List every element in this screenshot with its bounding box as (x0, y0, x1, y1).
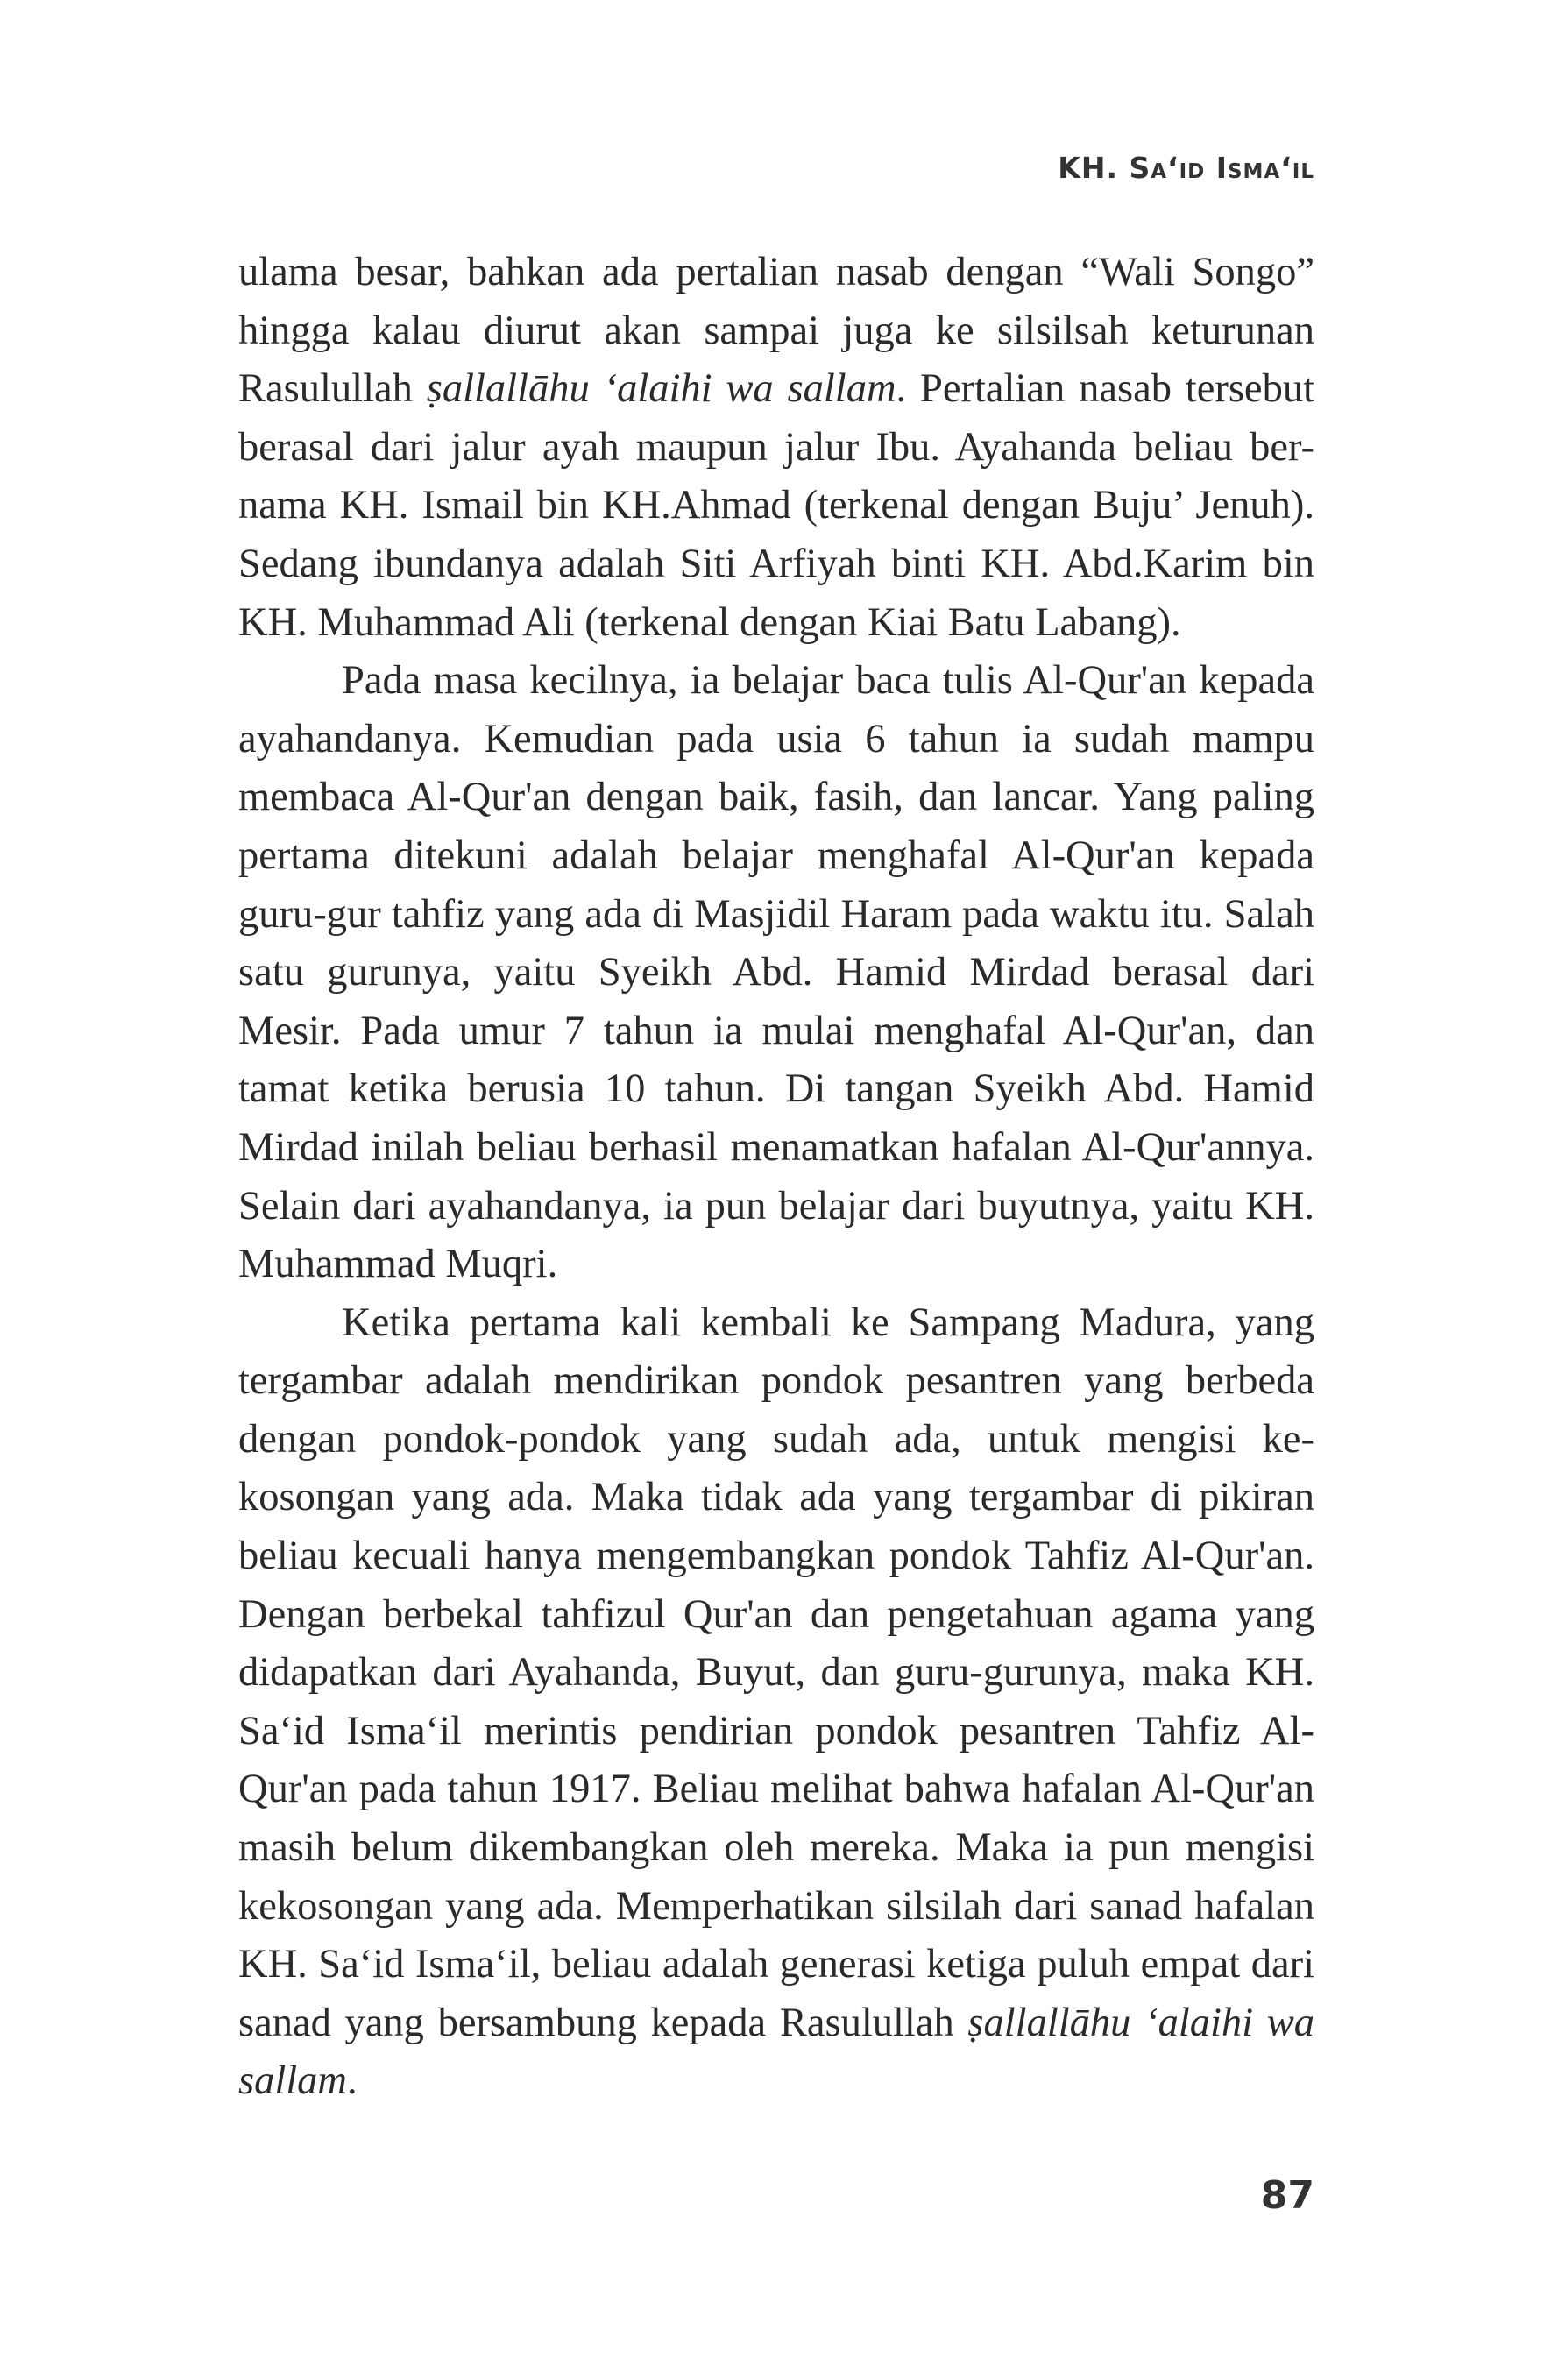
paragraph-3-text-a: Ketika pertama kali kembali ke Sampang Madura, yang tergambar adalah mendirikan pondok pesantren yang berbeda dengan pondok-pondok yang sudah ada, untuk mengisi ke-kosongan yang ada. Maka tidak ada yang tergambar di pikiran beliau kecuali hanya mengembangkan pondok Tahfiz Al-Qur'an. Dengan berbekal tahfizul Qur'an dan pengetahuan agama yang didapatkan dari Ayahanda, Buyut, dan guru-gurunya, maka KH. Sa‘id Isma‘il merintis pendirian pondok pesantren Tahfiz Al-Qur'an pada tahun 1917. Beliau melihat bahwa hafalan Al-Qur'an masih belum dikembangkan oleh mereka. Maka ia pun mengisi kekosongan yang ada. Memperhatikan silsilah dari sanad hafalan KH. Sa‘id Isma‘il, beliau adalah generasi ketiga puluh empat dari sanad yang bersambung kepada Rasulullah (238, 1300, 1314, 2045)
paragraph-1-text-b: . Pertalian nasab tersebut berasal dari jalur ayah maupun jalur Ibu. Ayahanda beliau ber-nama KH. Ismail bin KH.Ahmad (terkenal dengan Buju’ Jenuh). Sedang ibundanya adalah Siti Arfiyah binti KH. Abd.Karim bin KH. Muhammad Ali (terkenal dengan Kiai Batu Labang). (238, 366, 1314, 645)
paragraph-2: Pada masa kecilnya, ia belajar baca tulis Al-Qur'an kepada ayahandanya. Kemudian pada usia 6 tahun ia sudah mampu membaca Al-Qur'an dengan baik, fasih, dan lancar. Yang paling pertama ditekuni adalah belajar menghafal Al-Qur'an kepada guru-gur tahfiz yang ada di Masjidil Haram pada waktu itu. Salah satu gurunya, yaitu Syeikh Abd. Hamid Mirdad berasal dari Mesir. Pada umur 7 tahun ia mulai menghafal Al-Qur'an, dan tamat ketika berusia 10 tahun. Di tangan Syeikh Abd. Hamid Mirdad inilah beliau berhasil menamatkan hafalan Al-Qur'annya. Selain dari ayahandanya, ia pun belajar dari buyutnya, yaitu KH. Muhammad Muqri. (238, 658, 1314, 1287)
paragraph-1-text-a: ulama besar, bahkan ada pertalian nasab dengan “Wali Songo” hingga kalau diurut akan sampai juga ke silsilsah keturunan Rasulullah (238, 250, 1314, 412)
paragraph-1-honorific: ṣallallāhu ‘alaihi wa sallam (426, 366, 896, 412)
paragraph-3 (238, 1294, 1314, 2111)
paragraph-1 (238, 244, 1314, 652)
paragraph-3-text-b: . (347, 2058, 358, 2104)
paragraph-3-honorific: ṣallallāhu ‘alaihi wa sallam (238, 2000, 1315, 2104)
running-header: KH. Sa‘id Isma‘il (1058, 151, 1314, 185)
page-number: 87 (1260, 2173, 1314, 2218)
body-text (238, 244, 1314, 2111)
